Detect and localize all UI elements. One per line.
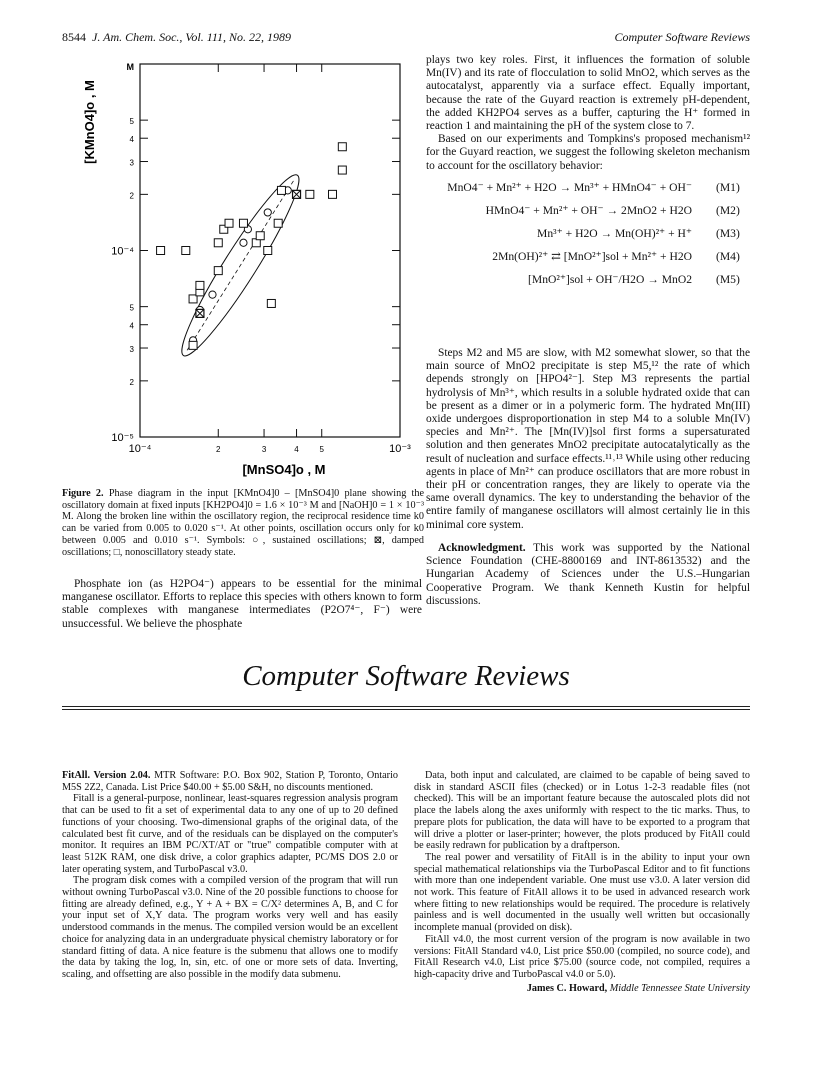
acknowledgment xyxy=(426,542,750,608)
y-tick-label: M xyxy=(126,62,134,72)
point-steady-state xyxy=(214,267,222,275)
review-paragraph-4: The real power and versatility of FitAll is in the ability to input your own special mathematical relationships via the TurboPascal Editor and to fit functions with more than one independent variable. One must use v3.0. A later version did not work. This feature of FitAll allows it to be used in advanced research work where fitting to new relationships would be required. The procedure is relatively painless and is well documented in the usually well written but occasionally incomplete manual (provided on disk). xyxy=(414,851,750,934)
review-author: James C. Howard, Middle Tennessee State University xyxy=(526,982,750,994)
y-tick-label: 5 xyxy=(129,117,134,127)
section-rule-top xyxy=(62,706,750,707)
y-tick-label: 3 xyxy=(129,345,134,355)
x-tick-label: 5 xyxy=(319,445,324,454)
y-tick-label: 3 xyxy=(129,158,134,168)
figure-caption xyxy=(62,488,424,558)
y-tick-label: 4 xyxy=(129,135,134,145)
figure-caption-label: Figure 2. xyxy=(62,488,104,499)
oscillatory-envelope xyxy=(170,167,311,364)
journal-citation: J. Am. Chem. Soc., Vol. 111, No. 22, 1989 xyxy=(92,30,291,44)
y-tick-label: 2 xyxy=(129,191,134,201)
point-steady-state xyxy=(328,190,336,198)
running-header xyxy=(62,30,750,46)
broken-line xyxy=(187,180,294,350)
point-sustained-oscillation xyxy=(209,291,216,298)
point-steady-state xyxy=(274,219,282,227)
acknowledgment-text: This work was supported by the National Science Foundation (CHE-8800169 and INT-8613532) and the Hungarian Academy of Sciences under the U.S.–Hungarian Cooperative Program. We thank Kenneth Kustin for helpful discussions. xyxy=(426,542,750,607)
point-sustained-oscillation xyxy=(240,239,247,246)
paragraph-phosphate: Phosphate ion (as H2PO4⁻) appears to be essential for the minimal manganese oscillator. Efforts to replace this species with others known to form stable complexes with manganese intermediates (P2O7⁴⁻, F⁻) were unsuccessful. We believe the phosphate xyxy=(62,578,422,630)
header-left xyxy=(62,30,291,45)
point-damped-oscillation xyxy=(293,190,301,198)
point-damped-oscillation xyxy=(196,309,204,317)
x-axis-label: [MnSO4]o , M xyxy=(242,462,326,477)
review-column-2 xyxy=(414,770,750,994)
review-paragraph-2: The program disk comes with a compiled version of the program that will run without owning TurboPascal v3.0. Nine of the 20 possible functions to choose for fitting are already defined, e.g., Y + A + BX = C/X² determines A, B, and C for your input set of X,Y data. The program works very well and has easily understood commands in the menus. The compiled version would be an excellent choice for analyzing data in an undergraduate physical chemistry laboratory or for standard fitting of data. A nice feature is the submenu that allows one to modify the data by taking the log, ln, sin, etc. of one or more sets of data. Inverting, scaling, and offsetting are also possible in the modify data submenu. xyxy=(62,875,398,980)
review-affiliation: Middle Tennessee State University xyxy=(609,982,750,994)
x-tick-label: 10⁻⁴ xyxy=(128,443,152,455)
point-steady-state xyxy=(225,219,233,227)
equation-m4: 2Mn(OH)²⁺ ⇄ [MnO²⁺]sol + Mn²⁺ + H2O (M4) xyxy=(492,249,740,263)
point-steady-state xyxy=(239,219,247,227)
page-number: 8544 xyxy=(62,30,86,44)
paragraph-mechanism-intro: Based on our experiments and Tompkins's proposed mechanism¹² for the Guyard reaction, we suggest the following skeleton mechanism to account for the oscillatory behavior: xyxy=(426,133,750,172)
y-tick-label: 10⁻⁴ xyxy=(111,245,134,258)
review-column-1 xyxy=(62,770,398,981)
column-2-middle xyxy=(426,347,750,532)
point-steady-state xyxy=(264,247,272,255)
y-axis-label: [KMnO4]o , M xyxy=(82,80,97,164)
review-paragraph-3: Data, both input and calculated, are claimed to be capable of being saved to disk in standard ASCII files (checked) or in Lotus 1-2-3 readable files (not checked). This will be an important feature because the autoscaled plots did not place the labels along the axes uniformly with respect to the tic marks. Thus, to prepare plots for publication, the data will have to be exported to a program that will drive a plotter or laser-printer; however, the plots produced by FitAll could be easily redrawn for publication by a draftperson. xyxy=(414,770,750,852)
chart-ticks xyxy=(111,62,411,455)
point-steady-state xyxy=(214,239,222,247)
point-steady-state xyxy=(338,143,346,151)
x-tick-label: 4 xyxy=(294,445,299,454)
point-steady-state xyxy=(306,190,314,198)
point-steady-state xyxy=(267,299,275,307)
column-2-top xyxy=(426,54,750,306)
paragraph-steps: Steps M2 and M5 are slow, with M2 somewhat slower, so that the main source of MnO2 precipitate is step M5,¹² the rate of which depends strongly on [HPO4²⁻]. Step M3 represents the partial hydrolysis of Mn³⁺, which results in a soluble hydrated oxide that can be present as a dimer or in a polymeric form. The hydrated Mn(III) oxide undergoes disproportionation in step M4 to a soluble Mn(IV) species and Mn²⁺. The [Mn(IV)]sol first forms a supersaturated solution and then generates MnO2 precipitate autocatalytically as the result of nucleation and surface effects.¹¹˒¹³ While using other reducing agents in place of Mn²⁺ can produce oscillators that are more robust in their pH or concentration ranges, they are likely to operate via the same overall dynamics. The key to understanding the behavior of the entire family of manganese oscillators will almost certainly lie in this minimal core system. xyxy=(426,347,750,531)
y-tick-label: 5 xyxy=(129,303,134,313)
review-paragraph-1: Fitall is a general-purpose, nonlinear, least-squares regression analysis program that can be used to fit a set of experimental data to any one of up to 20 defined functions of your choosing. Two-dimensional graphs of the original data, of the calculated best fit curve, and of the residuals can be displayed on the computer's monitor. It requires an IBM PC/XT/AT or "true" compatible computer with at least 512K RAM, one disk drive, a color graphics adapter, PC/MS DOS 2.0 or later operating system, and TurboPascal v3.0. xyxy=(62,793,398,875)
equation-m1: MnO4⁻ + Mn²⁺ + H2O → Mn³⁺ + HMnO4⁻ + OH⁻ (M1) xyxy=(447,180,740,194)
point-steady-state xyxy=(157,247,165,255)
equation-m3: Mn³⁺ + H2O → Mn(OH)²⁺ + H⁺ (M3) xyxy=(537,226,740,240)
mechanism-equations xyxy=(426,181,750,296)
point-steady-state xyxy=(189,341,197,349)
acknowledgment-label: Acknowledgment. xyxy=(438,542,526,554)
figure-caption-text: Phase diagram in the input [KMnO4]0 – [MnSO4]0 plane showing the oscillatory domain at fixed inputs [KH2PO4]0 = 1.6 × 10⁻³ M and [NaOH]0 = 1 × 10⁻³ M. Along the broken line within the oscillatory region, the reciprocal residence time k0 can be varied from 0.005 to 0.020 s⁻¹. At other points, oscillation occurs only for k0 between 0.005 and 0.010 s⁻¹. Symbols: ○, sustained oscillations; ⊠, damped oscillations; □, nonoscillatory steady state. xyxy=(62,488,424,558)
x-tick-label: 10⁻³ xyxy=(389,443,411,455)
point-steady-state xyxy=(196,281,204,289)
y-tick-label: 10⁻⁵ xyxy=(111,432,134,444)
y-tick-label: 2 xyxy=(129,377,134,387)
point-steady-state xyxy=(277,186,285,194)
equation-m2: HMnO4⁻ + Mn²⁺ + OH⁻ → 2MnO2 + H2O (M2) xyxy=(485,203,740,217)
x-tick-label: 3 xyxy=(261,445,267,454)
point-steady-state xyxy=(338,166,346,174)
y-tick-label: 4 xyxy=(129,321,134,331)
paragraph-roles: plays two key roles. First, it influences the formation of soluble Mn(IV) and its rate of flocculation to solid MnO2, which serves as the autocatalyst, apparently via a surface effect. Equally important, because the rate of the Guyard reaction is extremely pH-dependent, the added KH2PO4 serves as a buffer, capturing the H⁺ formed in reaction 1 and maintaining the pH of the system close to 7. xyxy=(426,54,750,133)
column-1-body xyxy=(62,578,422,631)
point-sustained-oscillation xyxy=(264,209,271,216)
x-tick-label: 2 xyxy=(216,445,221,454)
equation-m5: [MnO²⁺]sol + OH⁻/H2O → MnO2 (M5) xyxy=(528,272,740,286)
review-publisher: MTR Software: P.O. Box 902, Station P, Toronto, Ontario M5S 2Z2, Canada. List Price $40.00 + $5.00 S&H, no discounts mentioned. xyxy=(62,770,398,793)
point-steady-state xyxy=(256,232,264,240)
section-rule-bottom xyxy=(62,709,750,710)
review-product-title: FitAll. Version 2.04. xyxy=(62,770,151,781)
review-paragraph-5: FitAll v4.0, the most current version of the program is now available in two versions: FitAll Standard v4.0, List price $50.00 (compiled, no source code), and FitAll Research v4.0, List price $75.00 (source code, not compiled, requires a high-capacity drive and TurboPascal v4.0 or 5.0). xyxy=(414,933,750,980)
phase-diagram-chart xyxy=(62,52,422,482)
section-title: Computer Software Reviews xyxy=(242,660,570,692)
point-steady-state xyxy=(182,247,190,255)
header-section: Computer Software Reviews xyxy=(614,30,750,44)
chart-marks xyxy=(157,143,347,350)
